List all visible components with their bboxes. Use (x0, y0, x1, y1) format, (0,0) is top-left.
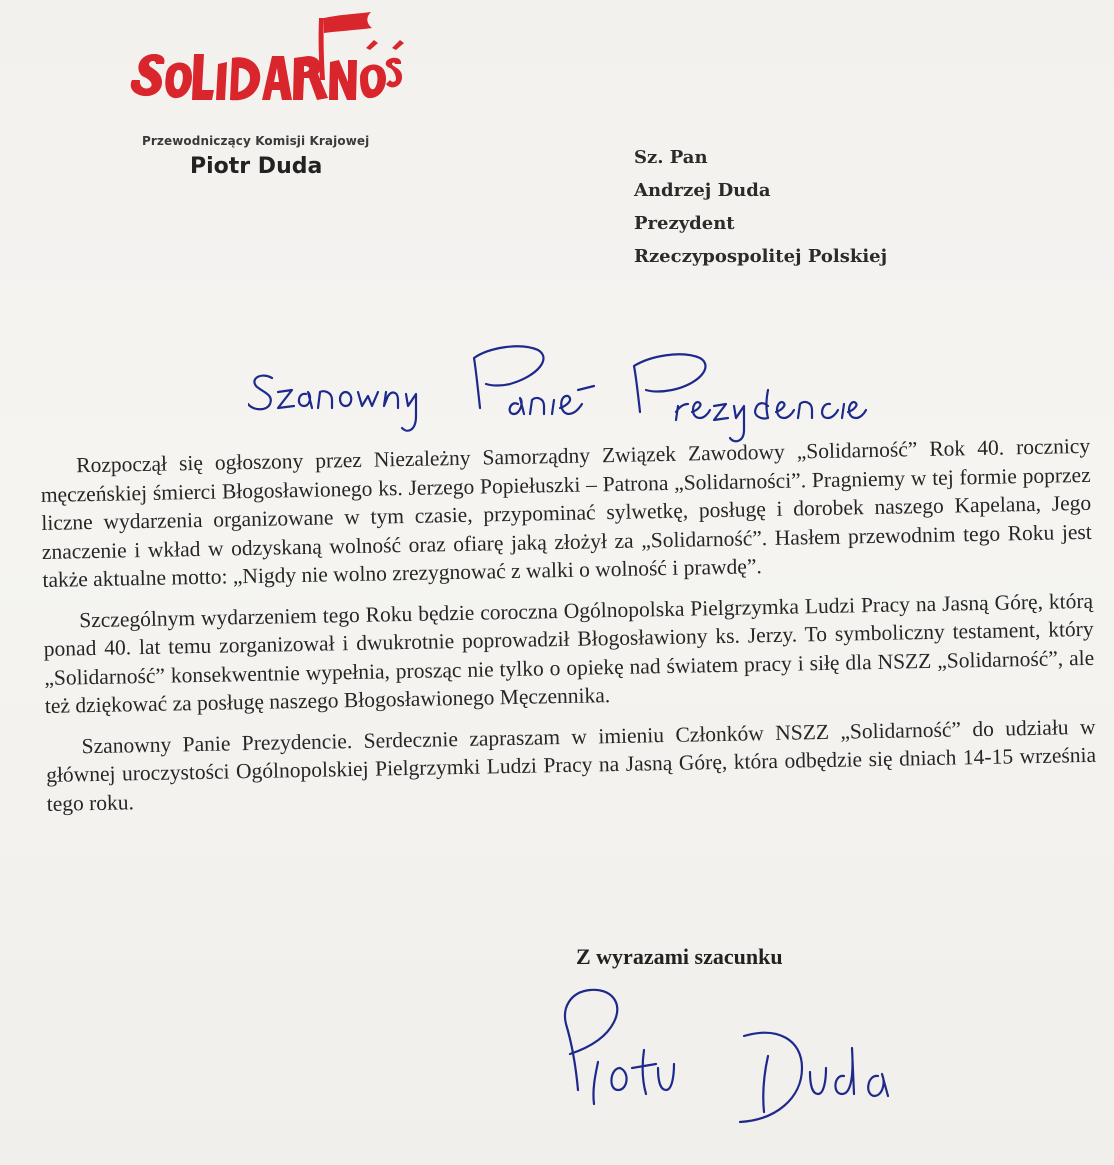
handwritten-signature (548, 964, 908, 1134)
body-paragraph: Szanowny Panie Prezydencie. Serdecznie zapraszam w imieniu Członków NSZZ „Solidarność” do udziału w głównej uroczystości Ogólnopolskiej Pielgrzymki Ludzi Pracy na Jasną Górę, która odbędzie się dniach 14-15 września tego roku. (45, 714, 1097, 816)
body-paragraph: Rozpoczął się ogłoszony przez Niezależny Samorządny Związek Zawodowy „Solidarność” Rok 40. rocznicy męczeńskiej śmierci Błogosławionego ks. Jerzego Popiełuszki – Patrona „Solidarności”. Pragniemy w tej formie poprzez liczne wydarzenia organizowane w tym czasie, przypominać sylwetkę, posługę i dorobek naszego Kapelana, Jego znaczenie i wkład w odzyskaną wolność oraz ofiarę jaką złożył za „Solidarność”. Hasłem przewodnim tego Roku jest także aktualne motto: „Nigdy nie wolno zrezygnować z walki o wolność i prawdę”. (40, 433, 1092, 592)
solidarnosc-logo (122, 10, 404, 110)
letter-body (40, 432, 1097, 830)
addressee-name: Andrzej Duda (634, 180, 771, 201)
handwritten-salutation (248, 330, 888, 450)
addressee-line: Prezydent (634, 213, 735, 234)
addressee-line: Sz. Pan (634, 147, 708, 168)
addressee-block (634, 146, 887, 278)
body-paragraph: Szczególnym wydarzeniem tego Roku będzie coroczna Ogólnopolska Pielgrzymka Ludzi Pracy na Jasną Górę, którą ponad 40. lat temu zorganizował i dwukrotnie poprowadził Błogosławiony ks. Jerzy. To symboliczny testament, który „Solidarność” konsekwentnie wypełnia, prosząc nie tylko o opiekę nad światem pracy i siłę dla NSZZ „Solidarność”, ale też dziękować za posługę naszego Błogosławionego Męczennika. (43, 588, 1095, 718)
addressee-line: Rzeczypospolitej Polskiej (634, 246, 888, 267)
chairman-name: Piotr Duda (190, 154, 323, 179)
closing-text: Z wyrazami szacunku (576, 944, 783, 969)
chairman-title: Przewodniczący Komisji Krajowej (142, 134, 370, 148)
